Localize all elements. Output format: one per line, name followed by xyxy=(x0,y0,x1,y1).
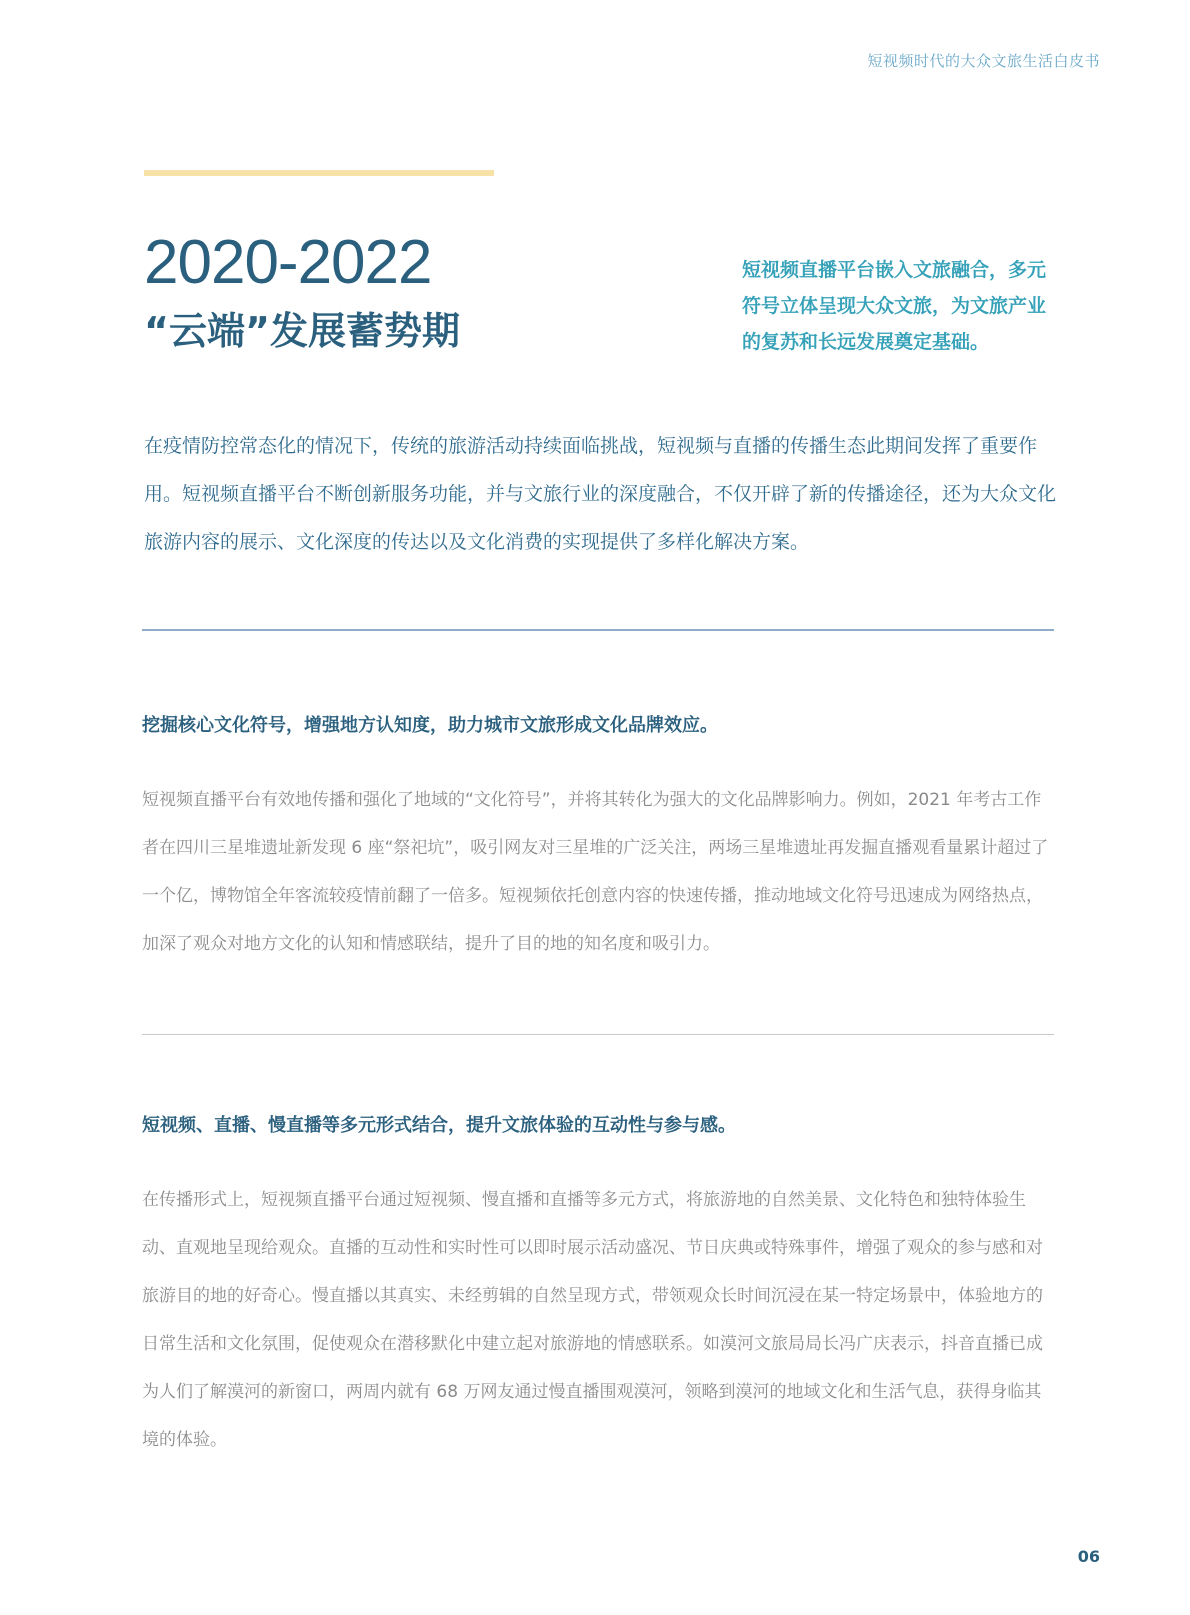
intro-paragraph: 在疫情防控常态化的情况下，传统的旅游活动持续面临挑战，短视频与直播的传播生态此期间发挥了重要作用。短视频直播平台不断创新服务功能，并与文旅行业的深度融合，不仅开辟了新的传播途径，还为大众文化旅游内容的展示、文化深度的传达以及文化消费的实现提供了多样化解决方案。 xyxy=(144,435,1057,553)
page-number: 06 xyxy=(1077,1547,1100,1566)
period-years: 2020-2022 xyxy=(144,228,432,297)
section-body-multiformat: 在传播形式上，短视频直播平台通过短视频、慢直播和直播等多元方式，将旅游地的自然美景、文化特色和独特体验生动、直观地呈现给观众。直播的互动性和实时性可以即时展示活动盛况、节日庆典或特殊事件，增强了观众的参与感和对旅游目的地的好奇心。慢直播以其真实、未经剪辑的自然呈现方式，带领观众长时间沉浸在某一特定场景中，体验地方的日常生活和文化氛围，促使观众在潜移默化中建立起对旅游地的情感联系。如漠河文旅局局长冯广庆表示，抖音直播已成为人们了解漠河的新窗口，两周内就有 68 万网友通过慢直播围观漠河，领略到漠河的地域文化和生活气息，获得身临其境的体验。 xyxy=(142,1190,1043,1450)
period-title: “云端”发展蓄势期 xyxy=(144,309,460,353)
section-heading-multiformat: 短视频、直播、慢直播等多元形式结合，提升文旅体验的互动性与参与感。 xyxy=(142,1115,736,1136)
section-body-cultural-symbols: 短视频直播平台有效地传播和强化了地域的“文化符号”，并将其转化为强大的文化品牌影响力。例如，2021 年考古工作者在四川三星堆遗址新发现 6 座“祭祀坑”，吸引网友对三星堆的广泛关注，两场三星堆遗址再发掘直播观看量累计超过了一个亿，博物馆全年客流较疫情前翻了一倍多。短视频依托创意内容的快速传播，推动地域文化符号迅速成为网络热点，加深了观众对地方文化的认知和情感联结，提升了目的地的知名度和吸引力。 xyxy=(142,790,1049,954)
section-divider xyxy=(142,1034,1054,1035)
period-callout: 短视频直播平台嵌入文旅融合，多元符号立体呈现大众文旅，为文旅产业的复苏和长远发展奠定基础。 xyxy=(742,259,1047,353)
section-heading-cultural-symbols: 挖掘核心文化符号，增强地方认知度，助力城市文旅形成文化品牌效应。 xyxy=(142,715,718,736)
section-divider xyxy=(142,629,1054,631)
publication-title: 短视频时代的大众文旅生活白皮书 xyxy=(867,52,1100,70)
accent-bar xyxy=(144,170,494,176)
